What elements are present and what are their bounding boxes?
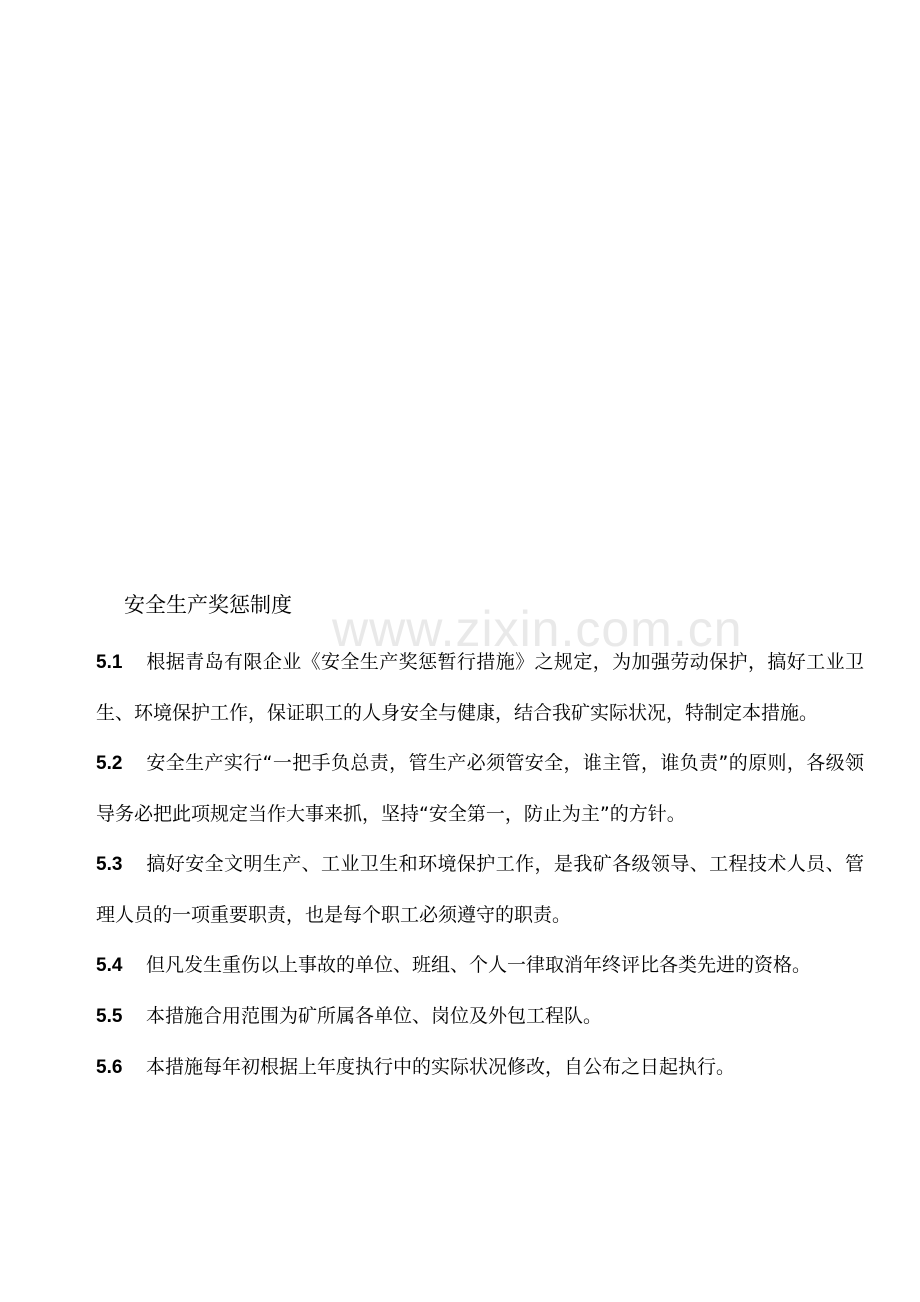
clause-5-1 bbox=[96, 637, 864, 738]
clause-text: 本措施每年初根据上年度执行中的实际状况修改，自公布之日起执行。 bbox=[146, 1056, 736, 1078]
clause-number: 5.5 bbox=[96, 1006, 123, 1027]
clause-number: 5.6 bbox=[96, 1057, 123, 1078]
clause-text: 搞好安全文明生产、工业卫生和环境保护工作，是我矿各级领导、工程技术人员、管理人员的一项重要职责，也是每个职工必须遵守的职责。 bbox=[96, 853, 864, 926]
clause-text: 安全生产实行“一把手负总责，管生产必须管安全，谁主管，谁负责”的原则，各级领导务必把此项规定当作大事来抓，坚持“安全第一，防止为主”的方针。 bbox=[96, 752, 864, 825]
clause-number: 5.1 bbox=[96, 652, 123, 673]
clause-text: 但凡发生重伤以上事故的单位、班组、个人一律取消年终评比各类先进的资格。 bbox=[146, 954, 812, 976]
clause-5-2 bbox=[96, 738, 864, 839]
clause-number: 5.2 bbox=[96, 753, 123, 774]
clause-5-6 bbox=[96, 1042, 864, 1093]
clause-text: 根据青岛有限企业《安全生产奖惩暂行措施》之规定，为加强劳动保护，搞好工业卫生、环境保护工作，保证职工的人身安全与健康，结合我矿实际状况，特制定本措施。 bbox=[96, 651, 864, 724]
clause-5-4 bbox=[96, 940, 864, 991]
document-title: 安全生产奖惩制度 bbox=[124, 593, 292, 617]
watermark: www.zixin.com.cn bbox=[332, 601, 743, 657]
clause-number: 5.3 bbox=[96, 854, 123, 875]
clause-5-3 bbox=[96, 839, 864, 940]
clause-list bbox=[96, 637, 864, 1093]
clause-number: 5.4 bbox=[96, 955, 123, 976]
clause-5-5 bbox=[96, 991, 864, 1042]
clause-text: 本措施合用范围为矿所属各单位、岗位及外包工程队。 bbox=[146, 1005, 603, 1027]
